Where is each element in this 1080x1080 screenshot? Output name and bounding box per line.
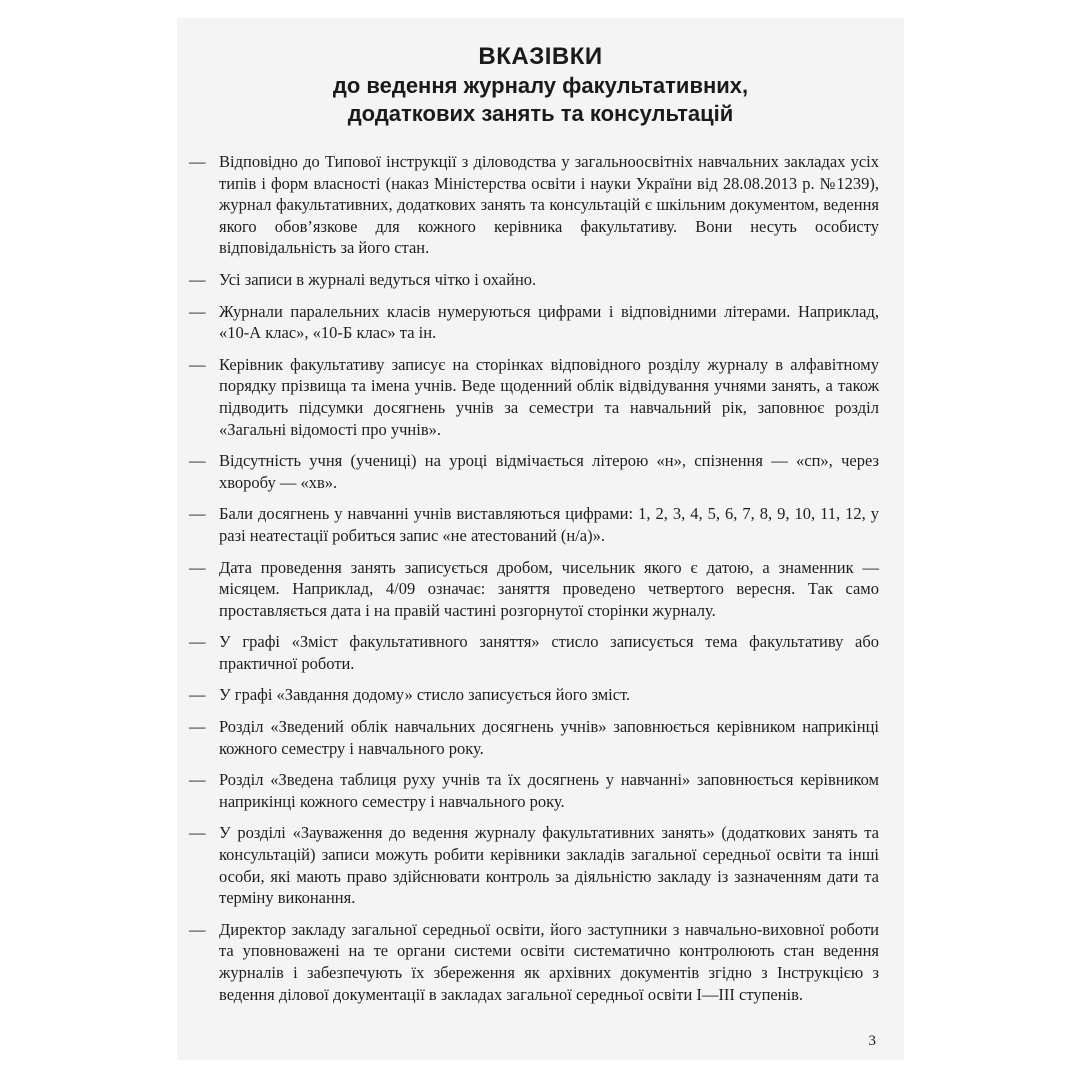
dash-bullet: — bbox=[189, 823, 206, 843]
list-item-text: Журнали паралельних класів нумеруються цифрами і відповідними літерами. Наприклад, «10-А клас», «10-Б клас» та ін. bbox=[219, 301, 879, 343]
dash-bullet: — bbox=[189, 770, 206, 790]
list-item bbox=[189, 557, 879, 622]
dash-bullet: — bbox=[189, 451, 206, 471]
dash-bullet: — bbox=[189, 685, 206, 705]
page-number: 3 bbox=[868, 1033, 876, 1049]
list-item-text: У розділі «Зауваження до ведення журналу факультативних занять» (додаткових занять та консультацій) записи можуть робити керівники закладів загальної середньої освіти та інші особи, які мають право здійснювати контроль за діяльністю закладу із зазначенням дати та терміну виконання. bbox=[219, 823, 879, 908]
instructions-list bbox=[189, 151, 879, 1015]
page-subtitle-line-2: додаткових занять та консультацій bbox=[347, 101, 734, 126]
list-item bbox=[189, 769, 879, 812]
page-subtitle-line-1: до ведення журналу факультативних, bbox=[332, 73, 749, 98]
list-item bbox=[189, 716, 879, 759]
dash-bullet: — bbox=[189, 152, 206, 171]
dash-bullet: — bbox=[189, 354, 206, 374]
list-item bbox=[189, 269, 879, 291]
title-block bbox=[177, 42, 904, 128]
list-item bbox=[189, 450, 879, 493]
list-item bbox=[189, 684, 879, 706]
list-item bbox=[189, 503, 879, 546]
page-title: ВКАЗІВКИ bbox=[478, 43, 603, 70]
dash-bullet: — bbox=[189, 301, 206, 321]
list-item-text: Бали досягнень у навчанні учнів виставляються цифрами: 1, 2, 3, 4, 5, 6, 7, 8, 9, 10, 11, 12, у разі неатестації робиться запис «не атестований (н/а)». bbox=[219, 504, 879, 545]
list-item-text: Директор закладу загальної середньої освіти, його заступники з навчально-виховної роботи та уповноважені на те органи системи освіти систематично контролюють стан ведення журналів і забезпечують їх збереження як архівних документів згідно з Інструкцією з ведення ділової документації в закладах загальної середньої освіти І—ІІІ ступенів. bbox=[219, 919, 879, 1004]
list-item-text: Відсутність учня (учениці) на уроці відмічається літерою «н», спізнення — «сп», через хворобу — «хв». bbox=[219, 451, 879, 492]
dash-bullet: — bbox=[189, 919, 206, 939]
list-item-text: Розділ «Зведений облік навчальних досягнень учнів» заповнюється керівником наприкінці кожного семестру і навчального року. bbox=[219, 717, 879, 758]
dash-bullet: — bbox=[189, 557, 206, 577]
list-item-text: Усі записи в журналі ведуться чітко і охайно. bbox=[219, 269, 537, 289]
list-item bbox=[189, 631, 879, 674]
dash-bullet: — bbox=[189, 717, 206, 737]
list-item-text: У графі «Зміст факультативного заняття» стисло записується тема факультативу або практичної роботи. bbox=[219, 632, 879, 673]
list-item bbox=[189, 301, 879, 344]
dash-bullet: — bbox=[189, 269, 206, 289]
list-item-text: Розділ «Зведена таблиця руху учнів та їх досягнень у навчанні» заповнюється керівником наприкінці кожного семестру і навчального року. bbox=[219, 770, 879, 811]
document-page bbox=[177, 18, 904, 1060]
dash-bullet: — bbox=[189, 632, 206, 652]
list-item-text: Відповідно до Типової інструкції з діловодства у загальноосвітніх навчальних закладах усіх типів і форм власності (наказ Міністерства освіти і науки України від 28.08.2013 р. №1239), журнал факультативних, додаткових занять та консультацій є шкільним документом, ведення якого обов’язкове для кожного керівника факультативу. Вони несуть особисту відповідальність за його стан. bbox=[219, 152, 879, 258]
list-item bbox=[189, 151, 879, 259]
dash-bullet: — bbox=[189, 504, 206, 524]
list-item bbox=[189, 822, 879, 908]
list-item bbox=[189, 919, 879, 1005]
list-item-text: Керівник факультативу записує на сторінках відповідного розділу журналу в алфавітному порядку прізвища та імена учнів. Веде щоденний облік відвідування учнями занять, а також підводить підсумки досягнень учнів за семестри та навчальний рік, заповнює розділ «Загальні відомості про учнів». bbox=[219, 354, 879, 439]
list-item-text: Дата проведення занять записується дробом, чисельник якого є датою, а знаменник — місяцем. Наприклад, 4/09 означає: заняття проведено четвертого вересня. Так само проставляється дата і на правій частині розгорнутої сторінки журналу. bbox=[219, 557, 879, 620]
list-item-text: У графі «Завдання додому» стисло записується його зміст. bbox=[219, 685, 631, 705]
list-item bbox=[189, 354, 879, 440]
